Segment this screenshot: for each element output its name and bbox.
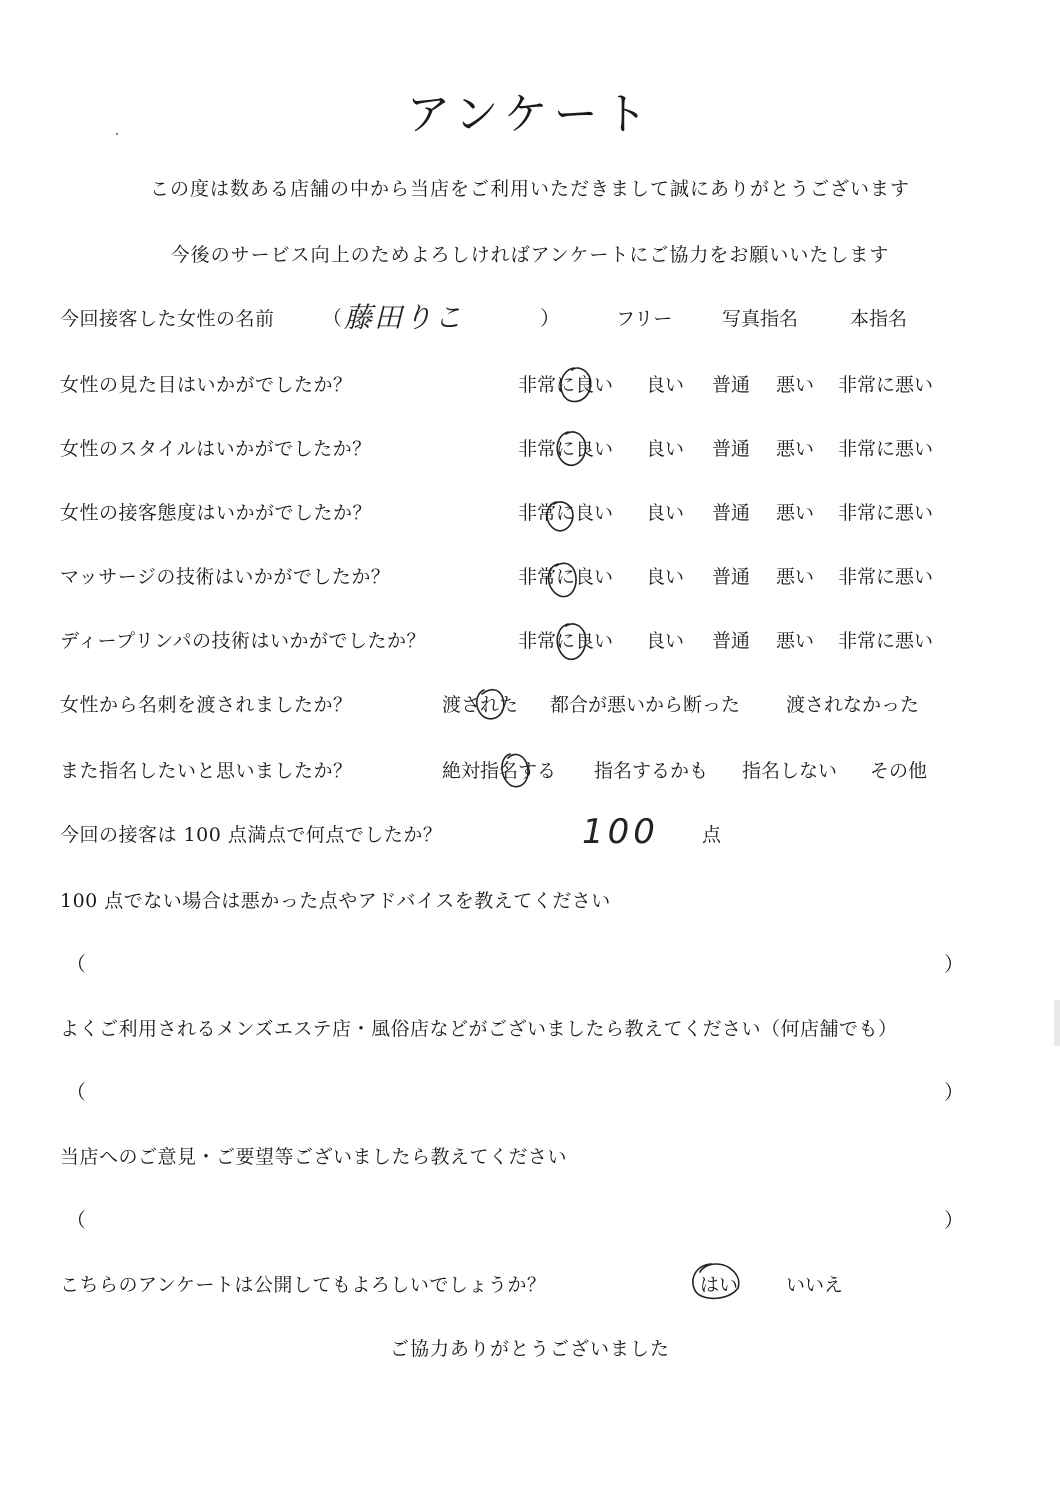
rating-option-very-good[interactable]: 非常に良い	[518, 566, 614, 588]
rating-option-good[interactable]: 良い	[646, 630, 685, 652]
page-title: アンケート	[406, 89, 654, 140]
card-question: 女性から名刺を渡されましたか？	[60, 694, 353, 716]
rating-option-very-bad[interactable]: 非常に悪い	[838, 438, 934, 460]
rating-option-very-bad[interactable]: 非常に悪い	[838, 566, 934, 588]
selection-circle-mark	[494, 748, 540, 792]
selection-circle-mark	[540, 494, 586, 536]
name-paren-close: ）	[540, 306, 560, 330]
rating-question: 女性のスタイルはいかがでしたか？	[60, 438, 372, 460]
opinion-paren-open: （	[66, 1208, 86, 1232]
rating-option-good[interactable]: 良い	[646, 438, 685, 460]
publish-option-yes[interactable]: はい	[700, 1274, 739, 1296]
card-option-declined[interactable]: 都合が悪いから断った	[550, 694, 741, 716]
card-option-not-received[interactable]: 渡されなかった	[786, 694, 920, 716]
advice-question: 100 点でない場合は悪かった点やアドバイスを教えてください	[60, 890, 611, 912]
advice-paren-close: ）	[944, 952, 964, 976]
option-regular-nomination[interactable]: 本指名	[850, 308, 908, 330]
opinion-question: 当店へのご意見・ご要望等ございましたら教えてください	[60, 1146, 568, 1168]
score-unit: 点	[702, 824, 722, 846]
option-free[interactable]: フリー	[616, 308, 673, 330]
repeat-option-other[interactable]: その他	[870, 760, 928, 782]
rating-option-average[interactable]: 普通	[712, 566, 751, 588]
rating-option-good[interactable]: 良い	[646, 374, 685, 396]
option-photo-nomination[interactable]: 写真指名	[722, 308, 799, 330]
repeat-option-maybe[interactable]: 指名するかも	[594, 760, 709, 782]
rating-question: マッサージの技術はいかがでしたか？	[60, 566, 391, 588]
handwritten-score[interactable]: 100	[582, 812, 659, 852]
shops-paren-open: （	[66, 1080, 86, 1104]
card-option-received[interactable]: 渡された	[442, 694, 519, 716]
rating-question: 女性の見た目はいかがでしたか？	[60, 374, 353, 396]
selection-circle-mark	[540, 556, 590, 604]
selection-circle-mark	[470, 684, 516, 724]
rating-option-very-bad[interactable]: 非常に悪い	[838, 630, 934, 652]
rating-option-very-good[interactable]: 非常に良い	[518, 438, 614, 460]
rating-option-very-good[interactable]: 非常に良い	[518, 630, 614, 652]
selection-circle-mark	[548, 616, 598, 666]
publish-option-no[interactable]: いいえ	[786, 1274, 844, 1296]
rating-option-very-good[interactable]: 非常に良い	[518, 502, 614, 524]
rating-option-very-bad[interactable]: 非常に悪い	[838, 374, 934, 396]
opinion-paren-close: ）	[944, 1208, 964, 1232]
scan-edge-shadow	[1054, 1000, 1060, 1046]
rating-option-average[interactable]: 普通	[712, 630, 751, 652]
rating-option-bad[interactable]: 悪い	[776, 374, 815, 396]
rating-option-good[interactable]: 良い	[646, 566, 685, 588]
name-question: 今回接客した女性の名前	[60, 308, 275, 330]
rating-option-bad[interactable]: 悪い	[776, 438, 815, 460]
advice-paren-open: （	[66, 952, 86, 976]
publish-question: こちらのアンケートは公開してもよろしいでしょうか？	[60, 1274, 547, 1296]
rating-option-average[interactable]: 普通	[712, 438, 751, 460]
closing-message: ご協力ありがとうございました	[389, 1338, 670, 1360]
rating-option-bad[interactable]: 悪い	[776, 502, 815, 524]
handwritten-name[interactable]: 藤田りこ	[344, 301, 465, 334]
rating-question: 女性の接客態度はいかがでしたか？	[60, 502, 373, 524]
intro-line-1: この度は数ある店舗の中から当店をご利用いただきまして誠にありがとうございます	[149, 178, 910, 200]
score-question: 今回の接客は 100 点満点で何点でしたか？	[60, 824, 443, 846]
rating-option-very-bad[interactable]: 非常に悪い	[838, 502, 934, 524]
rating-option-good[interactable]: 良い	[646, 502, 685, 524]
rating-option-bad[interactable]: 悪い	[776, 566, 815, 588]
rating-question: ディープリンパの技術はいかがでしたか？	[60, 630, 426, 652]
repeat-option-definitely[interactable]: 絶対指名する	[442, 760, 557, 782]
rating-option-bad[interactable]: 悪い	[776, 630, 815, 652]
selection-circle-mark	[548, 424, 598, 472]
repeat-question: また指名したいと思いましたか？	[60, 760, 353, 782]
selection-circle-mark	[686, 1258, 744, 1304]
intro-line-2: 今後のサービス向上のためよろしければアンケートにご協力をお願いいたします	[170, 244, 890, 266]
name-paren-open: （	[322, 306, 342, 330]
rating-option-very-good[interactable]: 非常に良い	[518, 374, 614, 396]
repeat-option-no[interactable]: 指名しない	[742, 760, 838, 782]
rating-option-average[interactable]: 普通	[712, 502, 751, 524]
rating-option-average[interactable]: 普通	[712, 374, 751, 396]
shops-paren-close: ）	[944, 1080, 964, 1104]
shops-question: よくご利用されるメンズエステ店・風俗店などがございましたら教えてください（何店舗でも）	[60, 1018, 898, 1040]
selection-circle-mark	[552, 362, 602, 410]
